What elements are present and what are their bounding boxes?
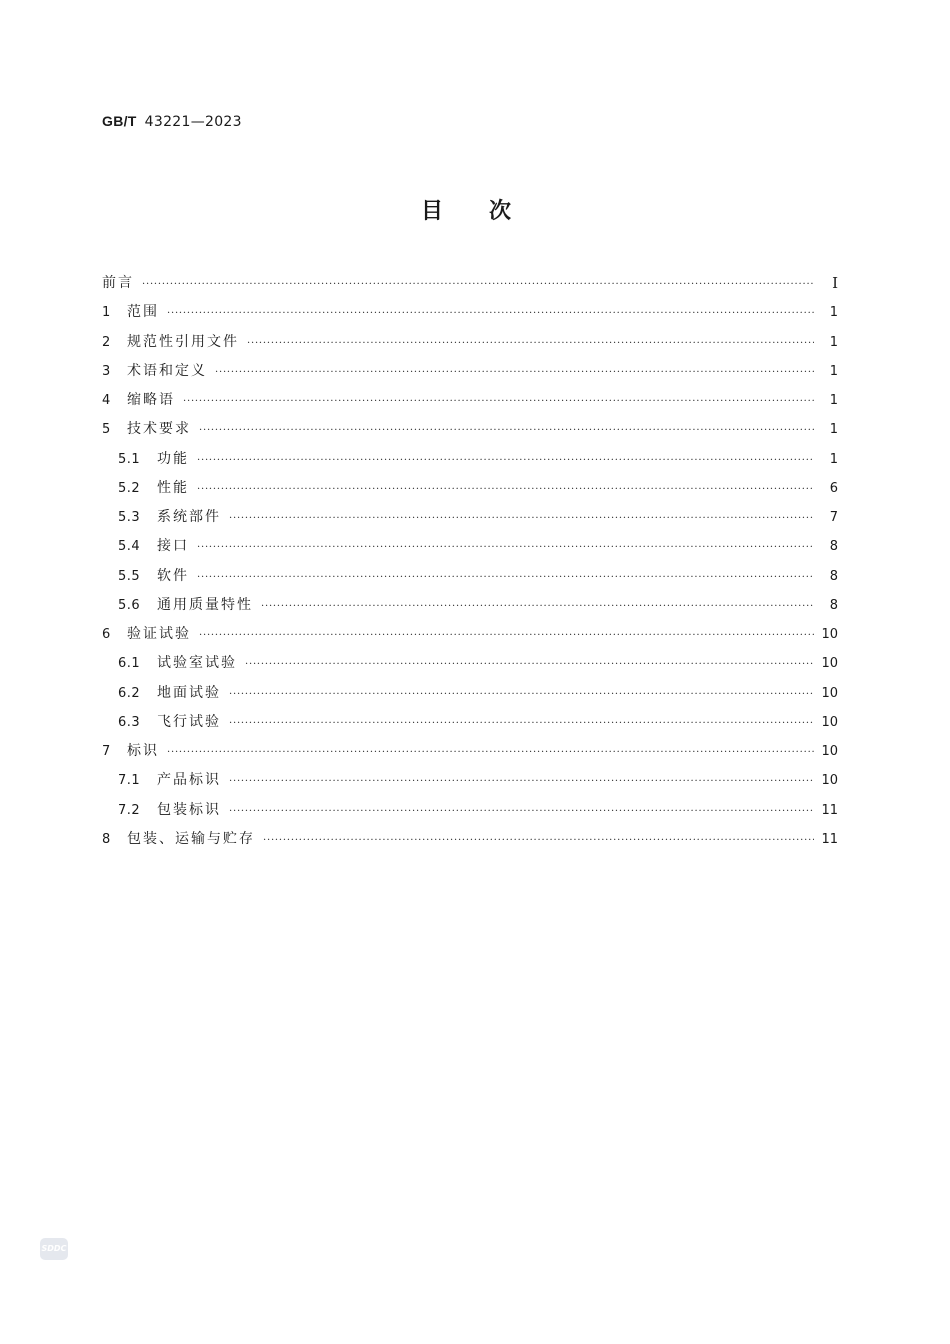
toc-entry-label: 性能 — [157, 479, 189, 496]
toc-entry-label: 地面试验 — [157, 684, 221, 701]
toc-entry[interactable] — [102, 796, 838, 825]
toc-entry-label-group — [102, 269, 134, 298]
toc-entry[interactable] — [102, 269, 838, 298]
toc-entry-number: 5.6 — [118, 597, 141, 613]
toc-entry-page: 1 — [829, 451, 838, 467]
toc-entry-page: 1 — [829, 393, 838, 408]
toc-leader-dots — [261, 592, 814, 621]
toc-entry-page: 1 — [829, 422, 838, 438]
toc-entry-label-group — [102, 825, 255, 854]
toc-entry-label: 试验室试验 — [157, 655, 237, 672]
toc-entry-page: 10 — [821, 773, 838, 789]
toc-entry-number: 6.1 — [118, 656, 141, 672]
toc-entry-page: 11 — [821, 831, 838, 847]
toc-entry-label-group — [102, 357, 207, 386]
toc-leader-dots — [263, 826, 814, 855]
toc-entry-number: 5 — [102, 422, 111, 438]
standard-number: 43221—2023 — [144, 114, 242, 130]
toc-entry-number: 6.2 — [118, 685, 141, 701]
toc-entry[interactable] — [102, 415, 838, 444]
standard-code — [102, 113, 242, 130]
toc-entry-label: 标识 — [127, 743, 159, 759]
toc-entry-label: 包装标识 — [157, 801, 221, 818]
toc-entry-label-group — [102, 620, 191, 649]
toc-entry[interactable] — [102, 737, 838, 766]
toc-entry[interactable] — [102, 708, 838, 737]
toc-entry-label-group — [102, 474, 189, 503]
toc-entry[interactable] — [102, 474, 838, 503]
toc-entry-number: 5.5 — [118, 568, 141, 584]
toc-entry-page: 10 — [821, 744, 838, 759]
toc-entry[interactable] — [102, 357, 838, 386]
toc-entry[interactable] — [102, 649, 838, 678]
toc-leader-dots — [199, 621, 814, 650]
toc-entry[interactable] — [102, 386, 838, 415]
toc-entry-page: 11 — [821, 802, 838, 818]
toc-entry-page: 1 — [829, 305, 838, 321]
toc-entry-label: 技术要求 — [127, 421, 191, 438]
toc-entry-number: 3 — [102, 363, 111, 379]
toc-entry[interactable] — [102, 298, 838, 327]
toc-entry-label: 通用质量特性 — [157, 596, 253, 613]
watermark-logo-icon: SDDC — [40, 1238, 68, 1260]
toc-entry[interactable] — [102, 591, 838, 620]
toc-entry-label-group — [102, 766, 221, 795]
toc-leader-dots — [197, 563, 814, 592]
toc-entry-number: 8 — [102, 831, 111, 847]
toc-entry-page: 10 — [821, 685, 838, 701]
toc-leader-dots — [229, 680, 814, 709]
toc-leader-dots — [183, 387, 814, 416]
table-of-contents — [102, 269, 838, 854]
toc-entry-number: 5.1 — [118, 451, 141, 467]
toc-entry-label: 前言 — [102, 275, 134, 291]
toc-entry[interactable] — [102, 620, 838, 649]
toc-leader-dots — [215, 358, 814, 387]
toc-entry[interactable] — [102, 825, 838, 854]
standard-prefix: GB/T — [102, 113, 137, 129]
toc-leader-dots — [247, 329, 814, 358]
toc-entry-label: 接口 — [157, 538, 189, 555]
toc-entry-label: 缩略语 — [127, 392, 175, 408]
toc-entry-number: 5.3 — [118, 510, 141, 525]
toc-entry-label: 术语和定义 — [127, 362, 207, 379]
toc-entry-number: 7 — [102, 744, 111, 759]
toc-entry[interactable] — [102, 679, 838, 708]
toc-entry-label-group — [102, 415, 191, 444]
toc-entry-page: 8 — [829, 568, 838, 584]
toc-entry[interactable] — [102, 562, 838, 591]
toc-entry[interactable] — [102, 503, 838, 532]
toc-entry[interactable] — [102, 445, 838, 474]
toc-leader-dots — [199, 416, 814, 445]
toc-leader-dots — [167, 738, 814, 767]
toc-entry-page: 7 — [829, 510, 838, 525]
toc-entry-label-group — [102, 445, 189, 474]
toc-leader-dots — [197, 475, 814, 504]
toc-entry-number: 7.2 — [118, 802, 141, 818]
toc-entry-label-group — [102, 737, 159, 766]
toc-entry-page: 1 — [829, 363, 838, 379]
toc-leader-dots — [197, 446, 814, 475]
toc-entry-page: 6 — [829, 480, 838, 496]
toc-entry-number: 4 — [102, 393, 111, 408]
toc-entry-number: 5.4 — [118, 539, 141, 555]
toc-entry-label-group — [102, 796, 221, 825]
toc-entry-label: 产品标识 — [157, 772, 221, 789]
toc-entry-page: 8 — [829, 597, 838, 613]
toc-entry-label-group — [102, 328, 239, 357]
toc-entry-number: 2 — [102, 334, 111, 350]
toc-entry-label-group — [102, 591, 253, 620]
toc-entry-page: 1 — [829, 334, 838, 350]
toc-entry-label: 包装、运输与贮存 — [127, 830, 255, 847]
toc-entry[interactable] — [102, 532, 838, 561]
page-title: 目次 — [420, 199, 557, 224]
toc-leader-dots — [229, 709, 814, 738]
toc-entry-label: 飞行试验 — [157, 713, 221, 730]
toc-leader-dots — [167, 299, 814, 328]
toc-entry-number: 5.2 — [118, 480, 141, 496]
toc-entry[interactable] — [102, 766, 838, 795]
toc-leader-dots — [197, 533, 814, 562]
toc-entry-label: 规范性引用文件 — [127, 333, 239, 350]
toc-entry-label-group — [102, 503, 221, 532]
toc-entry-label-group — [102, 708, 221, 737]
toc-entry-label-group — [102, 386, 175, 415]
toc-entry-label-group — [102, 532, 189, 561]
toc-entry-label: 验证试验 — [127, 626, 191, 642]
toc-entry-label-group — [102, 298, 159, 327]
toc-entry-label-group — [102, 679, 221, 708]
toc-entry-number: 1 — [102, 305, 111, 321]
toc-entry-label: 软件 — [157, 567, 189, 584]
toc-leader-dots — [245, 650, 814, 679]
toc-entry-label: 系统部件 — [157, 509, 221, 525]
toc-leader-dots — [229, 767, 814, 796]
toc-entry-label-group — [102, 649, 237, 678]
toc-entry-page: 10 — [821, 627, 838, 642]
toc-entry-page: 8 — [829, 539, 838, 555]
toc-entry-label: 范围 — [127, 304, 159, 321]
toc-leader-dots — [229, 797, 814, 826]
toc-entry-number: 6.3 — [118, 714, 141, 730]
toc-leader-dots — [229, 504, 814, 533]
toc-entry-number: 7.1 — [118, 773, 141, 789]
toc-leader-dots — [142, 270, 814, 299]
toc-entry-label-group — [102, 562, 189, 591]
toc-entry-number: 6 — [102, 627, 111, 642]
toc-entry-page: Ⅰ — [832, 274, 838, 292]
toc-entry-page: 10 — [821, 656, 838, 672]
toc-entry-page: 10 — [821, 714, 838, 730]
toc-entry-label: 功能 — [157, 450, 189, 467]
toc-entry[interactable] — [102, 328, 838, 357]
